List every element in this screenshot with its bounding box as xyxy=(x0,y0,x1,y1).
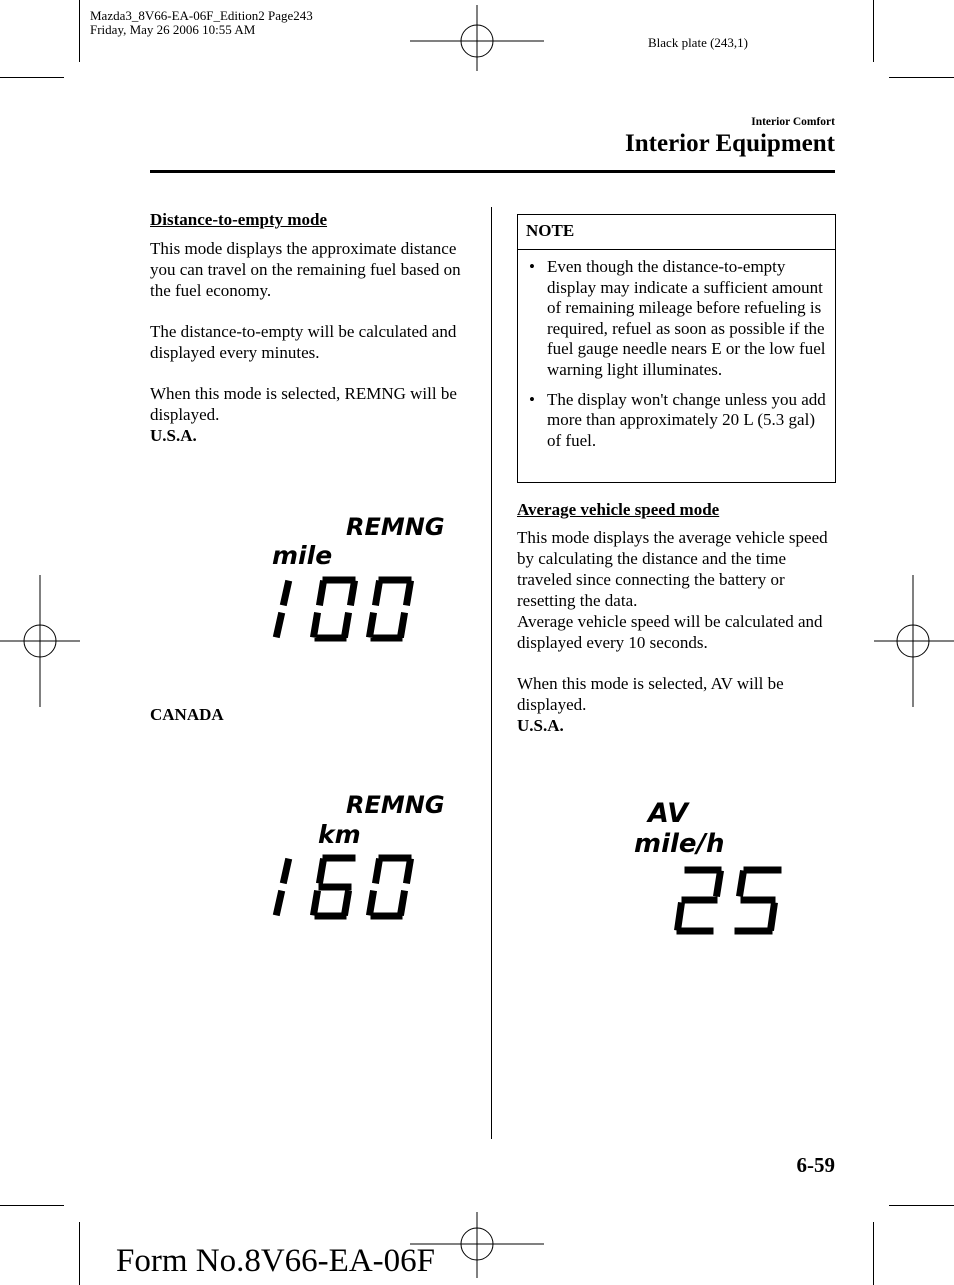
page-title: Interior Equipment xyxy=(625,130,835,157)
header-rule xyxy=(150,170,835,173)
note-title: NOTE xyxy=(518,215,835,250)
form-number: Form No.8V66-EA-06F xyxy=(116,1243,435,1279)
note-box xyxy=(517,214,836,483)
remng-km-display xyxy=(268,786,445,926)
distance-to-empty-para2: The distance-to-empty will be calculated and displayed every minutes. xyxy=(150,322,457,362)
print-date-line: Friday, May 26 2006 10:55 AM xyxy=(90,22,256,37)
column-divider xyxy=(491,207,492,1139)
registration-mark-right xyxy=(874,575,954,707)
average-speed-para1b: Average vehicle speed will be calculated and displayed every 10 seconds. xyxy=(517,612,823,652)
page-number: 6-59 xyxy=(796,1153,835,1177)
av-mileh-display xyxy=(630,795,800,940)
mileh-unit-label: mile/h xyxy=(634,829,725,859)
distance-to-empty-para3: When this mode is selected, REMNG will be displayed. xyxy=(150,384,457,424)
mile-unit-label: mile xyxy=(272,541,333,570)
digits-25 xyxy=(678,870,778,931)
remng-mile-display xyxy=(268,508,445,648)
note-list xyxy=(518,257,835,451)
section-label: Interior Comfort xyxy=(751,116,835,128)
right-column-text xyxy=(517,500,835,736)
canada-label: CANADA xyxy=(150,705,224,724)
print-file-line: Mazda3_8V66-EA-06F_Edition2 Page243 xyxy=(90,8,313,23)
average-speed-para1: This mode displays the average vehicle speed by calculating the distance and the time traveled since connecting the battery or resetting the data. xyxy=(517,528,828,610)
remng-mode-label-canada: REMNG xyxy=(346,791,445,819)
left-column xyxy=(150,210,470,446)
average-speed-heading: Average vehicle speed mode xyxy=(517,500,720,519)
print-plate: Black plate (243,1) xyxy=(648,35,748,50)
digits-100 xyxy=(277,580,410,638)
note-item: • The display won't change unless you add more than approximately 20 L (5.3 gal) of fuel. xyxy=(518,390,827,452)
distance-to-empty-heading: Distance-to-empty mode xyxy=(150,210,328,229)
km-unit-label: km xyxy=(318,820,361,849)
registration-mark-left xyxy=(0,575,80,707)
av-mode-label: AV xyxy=(648,798,688,829)
usa-label-left: U.S.A. xyxy=(150,426,197,445)
registration-mark-top xyxy=(410,5,544,71)
digits-160 xyxy=(277,858,410,916)
distance-to-empty-para1: This mode displays the approximate distance you can travel on the remaining fuel based on the fuel economy. xyxy=(150,239,461,300)
remng-mode-label: REMNG xyxy=(346,513,445,541)
average-speed-para2: When this mode is selected, AV will be displayed. xyxy=(517,674,784,714)
usa-label-right: U.S.A. xyxy=(517,716,564,735)
note-item: • Even though the distance-to-empty display may indicate a sufficient amount of remaining mileage before refueling is required, refuel as soon as possible if the fuel gauge needle nears E or the low fuel warning light illuminates. xyxy=(518,257,827,381)
